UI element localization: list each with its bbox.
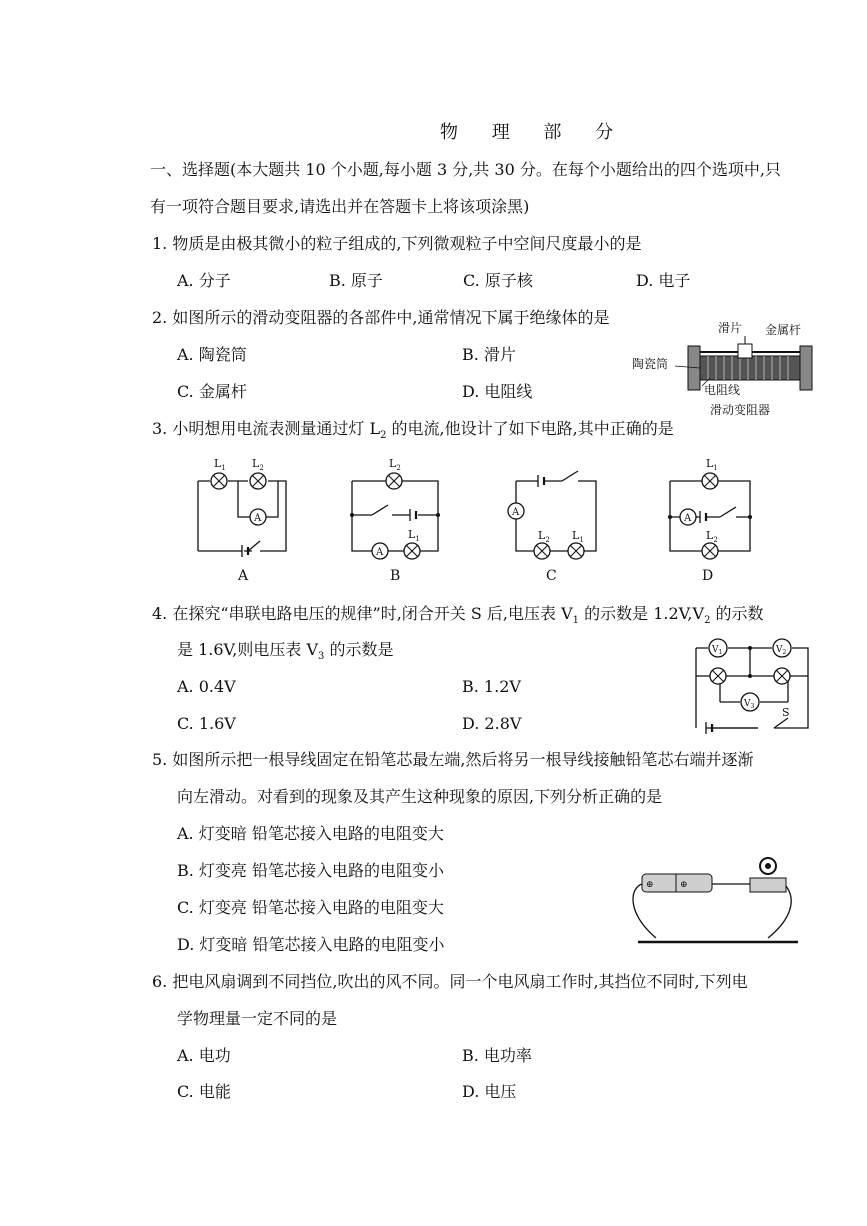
q5-option-b: B. 灯变亮 铅笔芯接入电路的电阻变小 bbox=[177, 861, 445, 880]
section-instructions-line1: 一、选择题(本大题共 10 个小题,每小题 3 分,共 30 分。在每个小题给出的四个选项中,只 bbox=[150, 160, 781, 179]
q4-line1-part3: 的示数 bbox=[710, 604, 764, 623]
q4-line2-part2: 的示数是 bbox=[324, 640, 394, 659]
lamp-l2-icon bbox=[702, 543, 718, 559]
pencil-lead-circuit-figure bbox=[628, 852, 798, 952]
q1-option-d: D. 电子 bbox=[636, 271, 691, 290]
q1-option-b: B. 原子 bbox=[329, 271, 383, 290]
circuit-b-label: B bbox=[390, 568, 401, 584]
rheostat-caption: 滑动变阻器 bbox=[710, 403, 771, 417]
q4-stem-line2 bbox=[177, 642, 394, 662]
q4-line2-sub: 3 bbox=[318, 651, 325, 663]
q2-option-d: D. 电阻线 bbox=[462, 382, 533, 401]
circuit-c-label: C bbox=[546, 568, 557, 584]
svg-text:L1: $L_1$ bbox=[408, 528, 420, 543]
lamp-icon bbox=[710, 668, 726, 684]
q2-stem: 2. 如图所示的滑动变阻器的各部件中,通常情况下属于绝缘体的是 bbox=[152, 308, 610, 327]
svg-text:L2: $L_2$ bbox=[706, 529, 718, 544]
q3-stem-part2: 的电流,他设计了如下电路,其中正确的是 bbox=[386, 419, 674, 438]
svg-text:L1: $L_1$ bbox=[214, 457, 226, 472]
rheostat-wire-label: 电阻线 bbox=[704, 383, 741, 397]
rheostat-figure bbox=[630, 318, 820, 418]
q6-stem-line2: 学物理量一定不同的是 bbox=[177, 1009, 338, 1028]
q6-option-b: B. 电功率 bbox=[462, 1046, 532, 1065]
circuit-c bbox=[508, 455, 608, 585]
q4-line1-part2: 的示数是 1.2V,V bbox=[579, 604, 705, 623]
circuit-d bbox=[666, 455, 766, 585]
svg-text:L2: $L_2$ bbox=[252, 457, 264, 472]
svg-text:A: A bbox=[684, 513, 692, 524]
q2-option-b: B. 滑片 bbox=[462, 345, 516, 364]
svg-text:L1: $L_1$ bbox=[706, 457, 718, 472]
svg-text:⊕: ⊕ bbox=[646, 880, 654, 890]
circuit-d-label: D bbox=[702, 568, 714, 584]
q5-option-a: A. 灯变暗 铅笔芯接入电路的电阻变大 bbox=[177, 824, 444, 843]
svg-text:A: A bbox=[512, 507, 520, 518]
lamp-l2-icon bbox=[250, 473, 266, 489]
q3-stem-sub: 2 bbox=[380, 430, 387, 442]
q2-option-a: A. 陶瓷筒 bbox=[177, 345, 247, 364]
svg-text:S: S bbox=[782, 706, 790, 719]
q5-stem-line1: 5. 如图所示把一根导线固定在铅笔芯最左端,然后将另一根导线接触铅笔芯右端并逐渐 bbox=[152, 750, 754, 769]
svg-text:A: A bbox=[254, 513, 262, 524]
q1-option-a: A. 分子 bbox=[177, 271, 231, 290]
svg-text:A: A bbox=[376, 547, 384, 558]
q5-option-d: D. 灯变暗 铅笔芯接入电路的电阻变小 bbox=[177, 935, 445, 954]
q1-stem: 1. 物质是由极其微小的粒子组成的,下列微观粒子中空间尺度最小的是 bbox=[152, 234, 642, 253]
q3-stem-part1: 3. 小明想用电流表测量通过灯 L bbox=[152, 419, 381, 438]
q4-option-d: D. 2.8V bbox=[462, 714, 522, 733]
q1-option-c: C. 原子核 bbox=[463, 271, 533, 290]
rheostat-rod-label: 金属杆 bbox=[765, 323, 802, 337]
q4-line1-sub1: 1 bbox=[572, 615, 580, 627]
lamp-icon bbox=[774, 668, 790, 684]
q2-option-c: C. 金属杆 bbox=[177, 382, 247, 401]
svg-text:L2: $L_2$ bbox=[538, 529, 550, 544]
q6-stem-line1: 6. 把电风扇调到不同挡位,吹出的风不同。同一个电风扇工作时,其挡位不同时,下列电 bbox=[152, 972, 748, 991]
circuit-a bbox=[198, 455, 298, 585]
q6-option-a: A. 电功 bbox=[177, 1046, 231, 1065]
voltmeter-circuit-figure bbox=[692, 636, 817, 741]
q4-option-a: A. 0.4V bbox=[177, 677, 236, 696]
svg-text:V3: $V_3$ bbox=[744, 699, 755, 710]
q4-stem-line1 bbox=[152, 606, 764, 626]
section-instructions-line2: 有一项符合题目要求,请选出并在答题卡上将该项涂黑) bbox=[150, 197, 530, 216]
q4-line1-part1: 4. 在探究“串联电路电压的规律”时,闭合开关 S 后,电压表 V bbox=[152, 604, 573, 623]
circuit-a-label: A bbox=[238, 568, 249, 584]
q4-option-b: B. 1.2V bbox=[462, 677, 521, 696]
lamp-l1-icon bbox=[404, 543, 420, 559]
q4-line2-part1: 是 1.6V,则电压表 V bbox=[177, 640, 319, 659]
lamp-l1-icon bbox=[211, 473, 227, 489]
rheostat-tube-label: 陶瓷筒 bbox=[632, 357, 669, 371]
svg-text:L2: $L_2$ bbox=[389, 457, 401, 472]
q3-stem bbox=[152, 421, 674, 441]
circuit-b bbox=[352, 455, 452, 585]
svg-text:V1: $V_1$ bbox=[712, 645, 723, 656]
svg-text:⊕: ⊕ bbox=[680, 880, 688, 890]
q5-stem-line2: 向左滑动。对看到的现象及其产生这种现象的原因,下列分析正确的是 bbox=[177, 787, 663, 806]
q5-option-c: C. 灯变亮 铅笔芯接入电路的电阻变大 bbox=[177, 898, 444, 917]
svg-text:L1: $L_1$ bbox=[572, 529, 584, 544]
page-title: 物 理 部 分 bbox=[440, 122, 628, 143]
q4-line1-sub2: 2 bbox=[704, 615, 711, 627]
lamp-l1-icon bbox=[702, 473, 718, 489]
svg-text:V2: $V_2$ bbox=[776, 645, 787, 656]
q4-option-c: C. 1.6V bbox=[177, 714, 236, 733]
q6-option-c: C. 电能 bbox=[177, 1082, 231, 1101]
lamp-l2-icon bbox=[386, 473, 402, 489]
lamp-l2-icon bbox=[534, 543, 550, 559]
lamp-l1-icon bbox=[568, 543, 584, 559]
q6-option-d: D. 电压 bbox=[462, 1082, 517, 1101]
rheostat-slider-label: 滑片 bbox=[718, 321, 743, 335]
